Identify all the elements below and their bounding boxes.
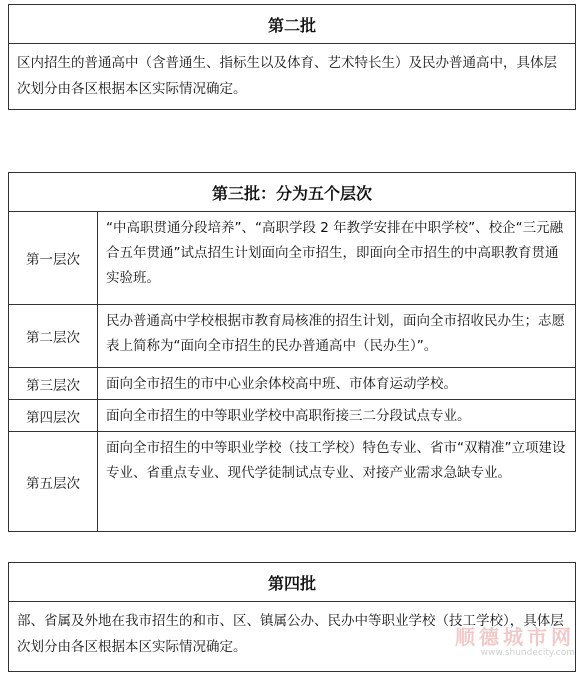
level-row-5 [9, 431, 575, 532]
batch2-title: 第二批 [9, 5, 575, 44]
level-label: 第三层次 [9, 368, 98, 399]
level-text: 面向全市招生的中等职业学校中高职衔接三二分段试点专业。 [106, 408, 471, 424]
level-label: 第四层次 [9, 400, 98, 431]
level-row-4 [9, 399, 575, 431]
batch4-body: 部、省属及外地在我市招生的和市、区、镇属公办、民办中等职业学校（技工学校），具体层次划分由各区根据本区实际情况确定。 [17, 613, 564, 655]
level-row-3 [9, 367, 575, 399]
level-label: 第二层次 [9, 305, 98, 367]
level-label: 第一层次 [9, 212, 98, 304]
batch3-table [8, 172, 576, 532]
batch4-title: 第四批 [9, 563, 575, 602]
level-text: 民办普通高中学校根据市教育局核准的招生计划，面向全市招收民办生；志愿表上简称为“面向全市招生的民办普通高中（民办生）”。 [106, 313, 565, 354]
level-row-2 [9, 304, 575, 367]
level-text: 面向全市招生的中等职业学校（技工学校）特色专业、省市“双精准”立项建设专业、省重点专业、现代学徒制试点专业、对接产业需求急缺专业。 [106, 440, 566, 481]
watermark-logo: 顺德城市网 [455, 625, 575, 649]
watermark [455, 621, 575, 658]
level-text: “中高职贯通分段培养”、“高职学段 2 年教学安排在中职学校”、校企“三元融合五年贯通”试点招生计划面向全市招生，即面向全市招生的中高职教育贯通实验班。 [106, 220, 564, 286]
batch3-title: 第三批：分为五个层次 [9, 173, 575, 212]
level-row-1 [9, 212, 575, 304]
level-label: 第五层次 [9, 432, 98, 532]
watermark-url: www.shundecity.com [480, 648, 575, 658]
batch2-table [8, 4, 576, 110]
batch2-body: 区内招生的普通高中（含普通生、指标生以及体育、艺术特长生）及民办普通高中，具体层次划分由各区根据本区实际情况确定。 [17, 55, 557, 97]
level-text: 面向全市招生的市中心业余体校高中班、市体育运动学校。 [106, 376, 457, 392]
